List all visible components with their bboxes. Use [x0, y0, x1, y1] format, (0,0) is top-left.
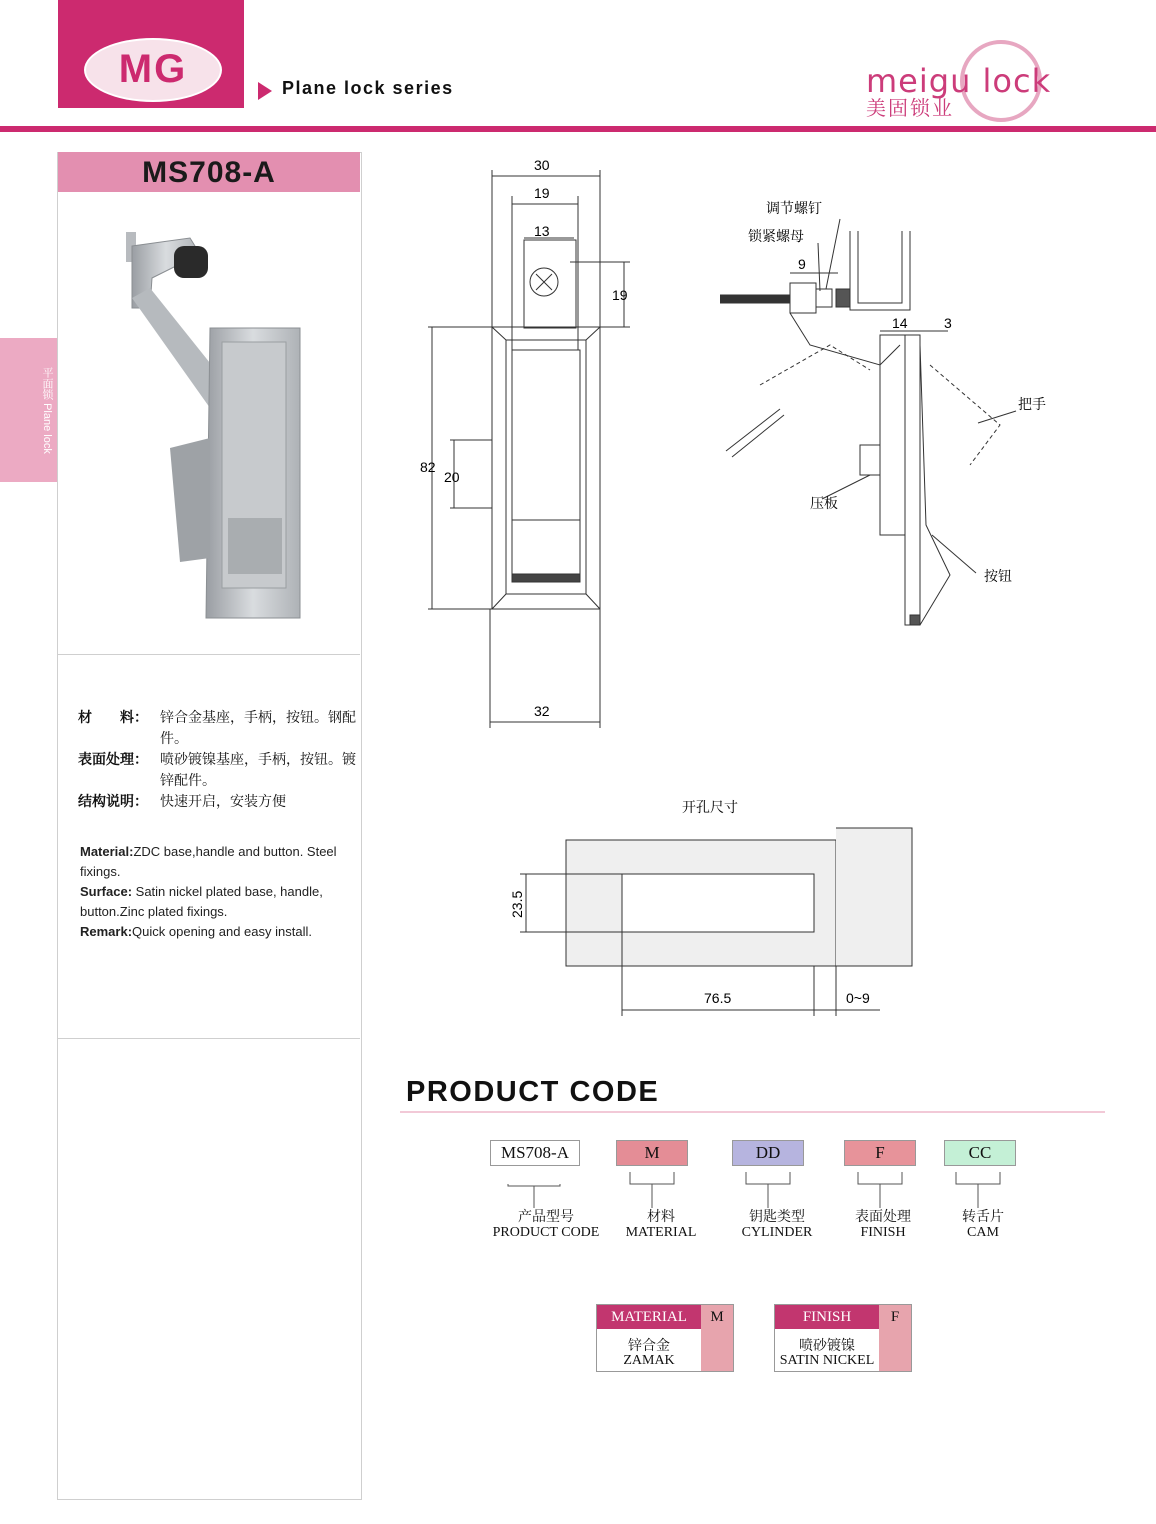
dim-label: 19	[534, 185, 550, 201]
finish-value-en: SATIN NICKEL	[779, 1353, 875, 1368]
spec-value: 喷砂镀镍基座，手柄，按钮。镀锌配件。	[160, 751, 356, 788]
material-value-en: ZAMAK	[623, 1353, 675, 1368]
material-table-code: M	[701, 1305, 733, 1371]
spec-row	[78, 707, 356, 749]
spec-en-value: Quick opening and easy install.	[132, 924, 312, 939]
brand-name: meigu lock	[866, 62, 1052, 100]
code-caption-en: PRODUCT CODE	[492, 1225, 600, 1240]
cutout-title: 开孔尺寸	[682, 800, 738, 816]
finish-table	[774, 1304, 912, 1372]
callout-adjust-screw: 调节螺钉	[766, 201, 822, 217]
dim-label: 13	[534, 223, 550, 239]
product-code-title: PRODUCT CODE	[406, 1076, 660, 1108]
code-caption-en: CYLINDER	[741, 1225, 813, 1240]
code-box-model: MS708-A	[490, 1140, 580, 1166]
finish-table-header: FINISH	[775, 1305, 879, 1329]
code-caption-model	[480, 1210, 612, 1240]
code-brackets	[490, 1166, 1030, 1210]
material-table-value	[597, 1337, 701, 1369]
code-caption-cam	[928, 1210, 1038, 1240]
model-title: MS708-A	[58, 152, 360, 192]
brand-name-cn: 美固锁业	[866, 96, 954, 120]
side-tab-cn: 平面锁	[41, 366, 53, 400]
dim-label: 76.5	[704, 990, 732, 1006]
finish-table-code: F	[879, 1305, 911, 1371]
triangle-bullet-icon	[258, 82, 272, 100]
spec-key: 材 料：	[78, 709, 148, 725]
front-view-drawing	[410, 150, 630, 740]
code-box-material: M	[616, 1140, 688, 1166]
spec-en-value: ZDC base,handle and button. Steel fixings.	[80, 844, 337, 879]
spec-key: 表面处理：	[78, 751, 148, 767]
dim-label: 32	[534, 703, 550, 719]
dim-label: 0~9	[846, 990, 870, 1006]
code-caption-cn: 表面处理	[855, 1209, 911, 1225]
callout-lock-nut: 锁紧螺母	[748, 229, 804, 245]
code-box-finish: F	[844, 1140, 916, 1166]
cutout-drawing	[500, 790, 930, 1022]
code-caption-cn: 转舌片	[962, 1209, 1004, 1225]
divider	[58, 654, 360, 655]
product-photo	[110, 218, 310, 628]
code-caption-en: MATERIAL	[625, 1225, 697, 1240]
spec-en-key: Surface:	[80, 884, 133, 899]
spec-en-value: Satin nickel plated base, handle, button.Zinc plated fixings.	[80, 884, 323, 919]
code-box-cam: CC	[944, 1140, 1016, 1166]
finish-table-value	[775, 1337, 879, 1369]
code-caption-cn: 产品型号	[518, 1209, 574, 1225]
side-tab-en: Plane lock	[41, 402, 53, 454]
material-value-cn: 锌合金	[628, 1337, 670, 1353]
code-caption-cn: 材料	[647, 1209, 675, 1225]
spec-row	[78, 791, 356, 812]
material-table-header: MATERIAL	[597, 1305, 701, 1329]
spec-cn	[78, 707, 356, 812]
code-caption-en: CAM	[967, 1225, 999, 1240]
dim-label: 14	[892, 315, 908, 331]
material-table	[596, 1304, 734, 1372]
spec-en-key: Remark:	[80, 924, 133, 939]
dim-label: 19	[612, 287, 628, 303]
callout-handle: 把手	[1018, 397, 1046, 413]
spec-row	[78, 749, 356, 791]
code-box-cylinder: DD	[732, 1140, 804, 1166]
dim-label: 20	[444, 469, 460, 485]
spec-en-key: Material:	[80, 844, 134, 859]
code-caption-finish	[828, 1210, 938, 1240]
code-caption-cylinder	[722, 1210, 832, 1240]
finish-value-cn: 喷砂镀镍	[799, 1337, 855, 1353]
spec-key: 结构说明：	[78, 793, 148, 809]
spec-value: 锌合金基座，手柄，按钮。钢配件。	[160, 709, 356, 746]
series-title: Plane lock series	[282, 78, 454, 98]
callout-button: 按钮	[984, 569, 1012, 585]
side-view-drawing	[720, 195, 1080, 635]
spec-en	[80, 842, 355, 942]
code-caption-material	[606, 1210, 716, 1240]
dim-label: 9	[798, 256, 806, 272]
side-tab-label	[4, 360, 54, 460]
dim-label: 82	[420, 459, 436, 475]
logo-text: MG	[118, 47, 188, 91]
dim-label: 30	[534, 157, 550, 173]
dim-label: 23.5	[509, 890, 525, 918]
divider	[58, 1038, 360, 1039]
dim-label: 3	[944, 315, 952, 331]
product-code-rule	[400, 1111, 1105, 1113]
spec-value: 快速开启，安装方便	[160, 793, 286, 809]
callout-plate: 压板	[810, 496, 838, 512]
header-rule	[0, 126, 1156, 132]
code-caption-cn: 钥匙类型	[749, 1209, 805, 1225]
code-caption-en: FINISH	[860, 1225, 906, 1240]
